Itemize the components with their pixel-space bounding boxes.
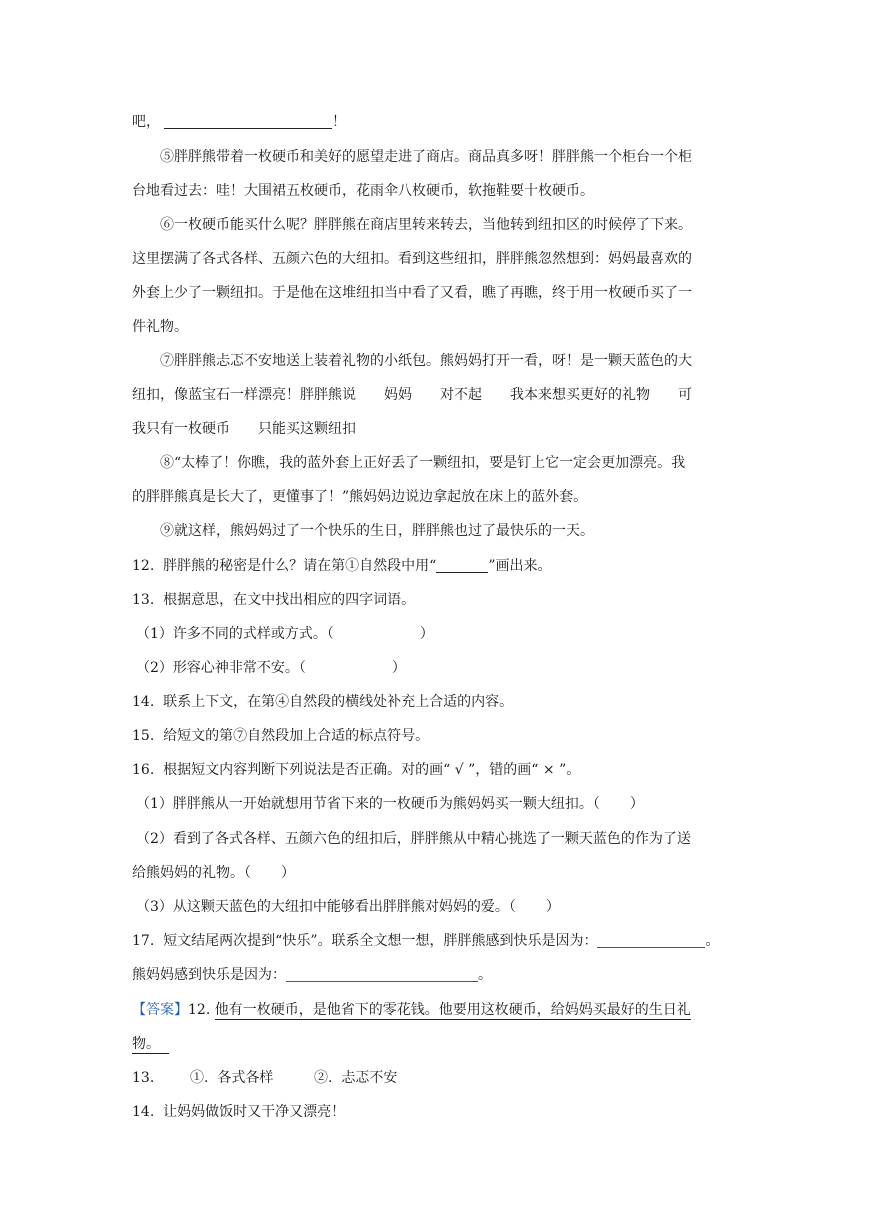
answer-12-text: 他有一枚硬币，是他省下的零花钱。他要用这枚硬币，给妈妈买最好的生日礼 bbox=[214, 1002, 691, 1018]
answer-13-number: 13. bbox=[132, 1070, 155, 1086]
answer-tag: 【答案】 bbox=[132, 1002, 188, 1018]
question-13: 13. 根据意思，在文中找出相应的四字词语。 bbox=[132, 592, 416, 608]
paragraph-6-line-4: 件礼物。 bbox=[132, 319, 188, 335]
question-13-1: （1）许多不同的式样或方式。（ ） bbox=[136, 626, 434, 642]
paragraph-5-line-1: ⑤胖胖熊带着一枚硬币和美好的愿望走进了商店。商品真多呀！胖胖熊一个柜台一个柜 bbox=[160, 149, 692, 165]
question-14: 14. 联系上下文，在第④自然段的横线处补充上合适的内容。 bbox=[132, 694, 514, 710]
question-16-3: （3）从这颗天蓝色的大纽扣中能够看出胖胖熊对妈妈的爱。（ ） bbox=[136, 899, 560, 915]
question-16: 16. 根据短文内容判断下列说法是否正确。对的画“ √ ”，错的画“ × ”。 bbox=[132, 762, 581, 778]
paragraph-5-line-2: 台地看过去：哇！大围裙五枚硬币，花雨伞八枚硬币，软拖鞋要十枚硬币。 bbox=[132, 183, 594, 199]
question-15: 15. 给短文的第⑦自然段加上合适的标点符号。 bbox=[132, 728, 430, 744]
underline-sample bbox=[436, 572, 488, 573]
paragraph-7-line-1: ⑦胖胖熊忐忑不安地送上装着礼物的小纸包。熊妈妈打开一看，呀！是一颗天蓝色的大 bbox=[160, 353, 692, 369]
answer-13-1: ①. 各式各样 bbox=[190, 1070, 274, 1086]
paragraph-6-line-1: ⑥一枚硬币能买什么呢？胖胖熊在商店里转来转去，当他转到纽扣区的时候停了下来。 bbox=[160, 217, 692, 233]
paragraph-7-line-2: 纽扣，像蓝宝石一样漂亮！胖胖熊说 妈妈 对不起 我本来想买更好的礼物 可 bbox=[132, 387, 692, 403]
answer-12-line-1: 【答案】12. 他有一枚硬币，是他省下的零花钱。他要用这枚硬币，给妈妈买最好的生日礼 bbox=[132, 1002, 691, 1018]
answer-14: 14. 让妈妈做饭时又干净又漂亮！ bbox=[132, 1104, 346, 1120]
fill-in-blank[interactable] bbox=[597, 947, 705, 948]
passage-line: 吧， ！ bbox=[132, 114, 346, 130]
paragraph-9-line-1: ⑨就这样，熊妈妈过了一个快乐的生日，胖胖熊也过了最快乐的一天。 bbox=[160, 523, 594, 539]
fill-in-blank[interactable] bbox=[286, 981, 478, 982]
answer-13-2: ②. 忐忑不安 bbox=[314, 1070, 398, 1086]
question-13-2: （2）形容心神非常不安。（ ） bbox=[136, 660, 406, 676]
question-16-2-line-2: 给熊妈妈的礼物。（ ） bbox=[132, 865, 295, 881]
question-16-1: （1）胖胖熊从一开始就想用节省下来的一枚硬币为熊妈妈买一颗大纽扣。（ ） bbox=[136, 796, 644, 812]
paragraph-8-line-1: ⑧“太棒了！你瞧，我的蓝外套上正好丢了一颗纽扣，要是钉上它一定会更加漂亮。我 bbox=[160, 455, 686, 471]
paragraph-6-line-3: 外套上少了一颗纽扣。于是他在这堆纽扣当中看了又看，瞧了再瞧，终于用一枚硬币买了一 bbox=[132, 285, 692, 301]
fill-in-blank[interactable] bbox=[164, 128, 332, 129]
question-16-2-line-1: （2）看到了各式各样、五颜六色的纽扣后，胖胖熊从中精心挑选了一颗天蓝色的作为了送 bbox=[136, 831, 691, 847]
question-17-line-1: 17. 短文结尾两次提到“快乐”。联系全文想一想，胖胖熊感到快乐是因为： 。 bbox=[132, 933, 720, 949]
answer-12-line-2: 物。 bbox=[132, 1034, 169, 1054]
question-17-line-2: 熊妈妈感到快乐是因为： 。 bbox=[132, 967, 492, 983]
paragraph-6-line-2: 这里摆满了各式各样、五颜六色的大纽扣。看到这些纽扣，胖胖熊忽然想到：妈妈最喜欢的 bbox=[132, 251, 692, 267]
paragraph-7-line-3: 我只有一枚硬币 只能买这颗纽扣 bbox=[132, 421, 356, 437]
question-12: 12. 胖胖熊的秘密是什么？请在第①自然段中用“ ”画出来。 bbox=[132, 558, 552, 574]
paragraph-8-line-2: 的胖胖熊真是长大了，更懂事了！”熊妈妈边说边拿起放在床上的蓝外套。 bbox=[132, 489, 588, 505]
